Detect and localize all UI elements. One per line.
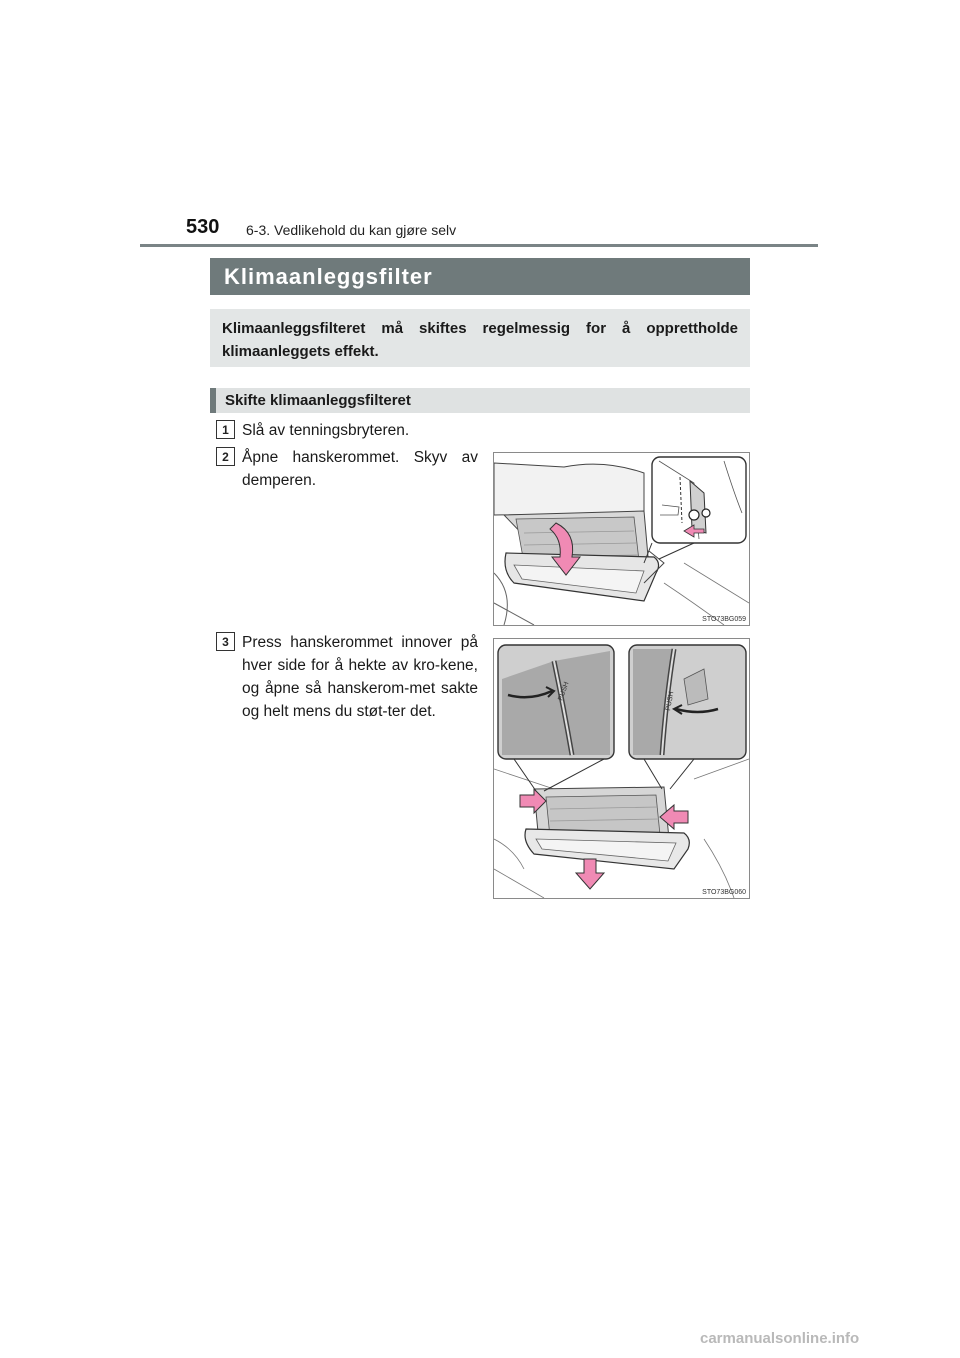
chapter-title: 6-3. Vedlikehold du kan gjøre selv xyxy=(246,222,457,238)
header-divider xyxy=(140,244,818,247)
section-title-bar xyxy=(210,258,750,295)
step-text-3: Press hanskerommet innover på hver side for å hekte av kro-kene, og åpne så hanskerom-met sakte og helt mens du støt-ter det. xyxy=(242,634,478,720)
figure-glovebox-damper xyxy=(493,452,750,626)
svg-text:PUSH: PUSH xyxy=(557,681,571,702)
glovebox-damper-illustration xyxy=(494,453,749,625)
figure-glovebox-release xyxy=(493,638,750,899)
figure-code-2: STO73BG060 xyxy=(702,889,746,896)
watermark: carmanualsonline.info xyxy=(700,1330,860,1347)
svg-text:PUSH: PUSH xyxy=(665,690,676,712)
step-number-1: 1 xyxy=(216,420,235,439)
page-number: 530 xyxy=(186,216,220,238)
intro-box: Klimaanleggsfilteret må skiftes regelmessig for å opprettholde klimaanleggets effekt. xyxy=(210,309,750,367)
page-title: Klimaanleggsfilter xyxy=(224,263,433,289)
subsection-heading: Skifte klimaanleggsfilteret xyxy=(210,388,750,413)
step-number-3: 3 xyxy=(216,632,235,651)
step-text-2: Åpne hanskerommet. Skyv av demperen. xyxy=(242,449,478,489)
figure-code-1: STO73BG059 xyxy=(702,616,746,623)
step-text-1: Slå av tenningsbryteren. xyxy=(242,422,410,439)
step-number-2: 2 xyxy=(216,447,235,466)
glovebox-release-illustration xyxy=(494,639,749,898)
